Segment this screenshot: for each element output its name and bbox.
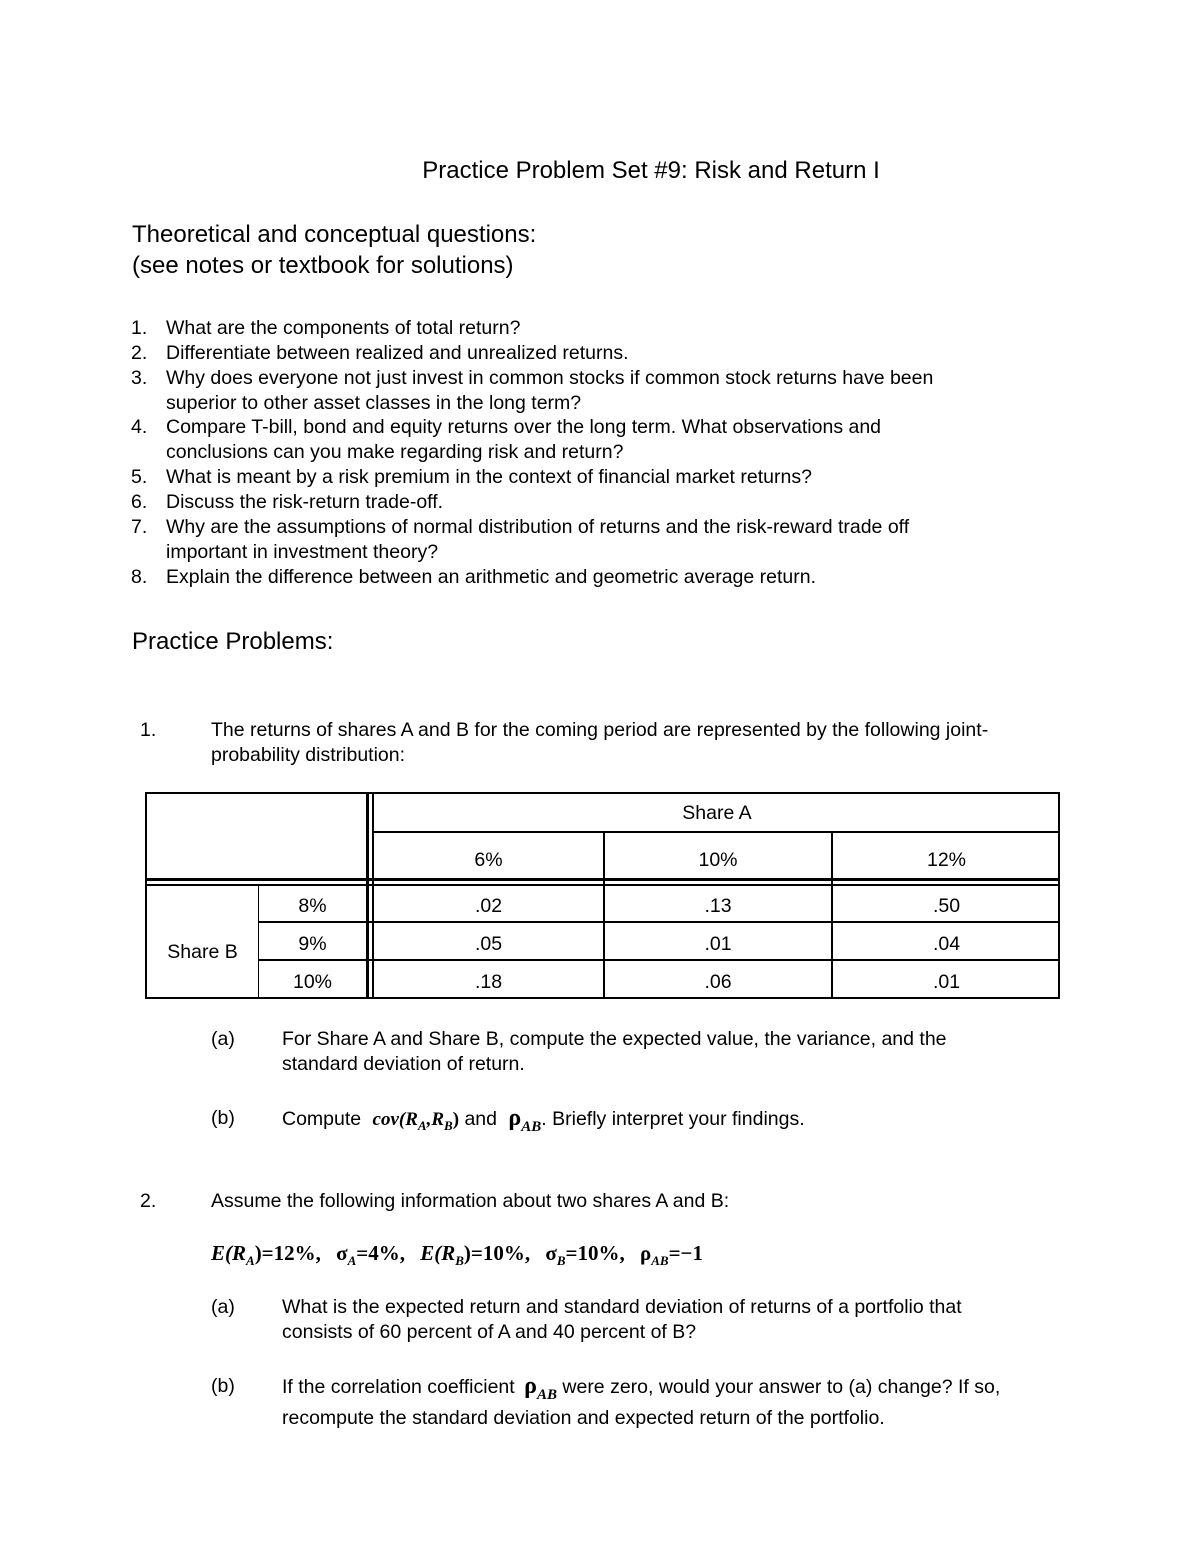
table-double-rule-vertical-1 (366, 792, 369, 999)
question-text-continued: superior to other asset classes in the long term? (166, 392, 582, 414)
subpart-text (282, 1371, 1082, 1410)
covariance-formula: $cov(R_A,R_B)$ (372, 1109, 460, 1133)
subpart-label: (b) (211, 1375, 235, 1397)
question-number: 1. (131, 317, 148, 339)
question-text: Compare T-bill, bond and equity returns over the long term. What observations and (166, 416, 882, 438)
question-text: What is meant by a risk premium in the context of financial market returns? (166, 466, 812, 488)
question-number: 8. (131, 566, 148, 588)
question-number: 4. (131, 416, 148, 438)
subpart-text-continued: consists of 60 percent of A and 40 percent of B? (282, 1321, 697, 1343)
subpart-label: (a) (211, 1028, 235, 1050)
problem-text-continued: probability distribution: (211, 744, 406, 766)
question-number: 7. (131, 516, 148, 538)
subpart-text: For Share A and Share B, compute the expected value, the variance, and the (282, 1028, 947, 1050)
subpart-text-lead: Compute (282, 1108, 362, 1130)
subpart-text-lead: If the correlation coefficient (282, 1376, 515, 1398)
column-group-label: Share A (682, 802, 752, 824)
row-header: 8% (298, 895, 327, 917)
table-cell: .06 (704, 971, 732, 993)
question-text: What are the components of total return? (166, 317, 521, 339)
column-header: 6% (474, 849, 503, 871)
given-formula: $E(R_A)=12\%$, $\sigma_A=4\%$, $E(R_B)=10\%$, $\sigma_B=10\%$, $\rho_{AB}=-1$ (211, 1241, 703, 1268)
problem-text: Assume the following information about two shares A and B: (211, 1190, 730, 1212)
question-text: Why are the assumptions of normal distribution of returns and the risk-reward trade off (166, 516, 910, 538)
correlation-symbol: $\rho_{AB}$ (524, 1373, 557, 1403)
column-header: 12% (926, 849, 967, 871)
subpart-label: (b) (211, 1107, 235, 1129)
column-header: 10% (698, 849, 738, 871)
correlation-symbol: $\rho_{AB}$ (508, 1105, 542, 1135)
question-text-continued: conclusions can you make regarding risk and return? (166, 441, 624, 463)
subpart-text-tail: were zero, would your answer to (a) change? If so, (562, 1376, 1001, 1398)
question-text: Differentiate between realized and unrealized returns. (166, 342, 629, 364)
question-number: 2. (131, 342, 148, 364)
problem-number: 2. (140, 1190, 157, 1212)
practice-heading: Practice Problems: (132, 628, 334, 655)
row-header: 10% (292, 971, 333, 993)
question-number: 3. (131, 367, 148, 389)
row-group-label: Share B (167, 941, 238, 963)
subpart-label: (a) (211, 1296, 235, 1318)
table-cell: .02 (474, 895, 503, 917)
table-cell: .04 (932, 933, 961, 955)
table-cell: .50 (932, 895, 961, 917)
subpart-text-continued: recompute the standard deviation and expected return of the portfolio. (282, 1407, 885, 1429)
subpart-text-continued: standard deviation of return. (282, 1053, 525, 1075)
subpart-text-and: and (464, 1108, 497, 1130)
theory-heading: Theoretical and conceptual questions: (132, 221, 537, 248)
subpart-text-tail: . Briefly interpret your findings. (541, 1108, 805, 1130)
question-text: Discuss the risk-return trade-off. (166, 491, 444, 513)
question-text: Why does everyone not just invest in common stocks if common stock returns have been (166, 367, 934, 389)
page-title: Practice Problem Set #9: Risk and Return I (422, 157, 880, 184)
question-text-continued: important in investment theory? (166, 541, 439, 563)
table-cell: .05 (474, 933, 503, 955)
row-header: 9% (298, 933, 327, 955)
table-cell: .01 (704, 933, 732, 955)
table-cell: .13 (704, 895, 732, 917)
table-cell: .18 (474, 971, 503, 993)
question-number: 6. (131, 491, 148, 513)
table-cell: .01 (932, 971, 961, 993)
question-text: Explain the difference between an arithmetic and geometric average return. (166, 566, 817, 588)
problem-number: 1. (140, 719, 157, 741)
joint-probability-table (145, 792, 1060, 999)
theory-subheading: (see notes or textbook for solutions) (132, 252, 514, 279)
subpart-text: What is the expected return and standard deviation of returns of a portfolio that (282, 1296, 962, 1318)
problem-text: The returns of shares A and B for the coming period are represented by the following joint- (211, 719, 989, 741)
subpart-text (282, 1103, 1082, 1142)
question-number: 5. (131, 466, 148, 488)
